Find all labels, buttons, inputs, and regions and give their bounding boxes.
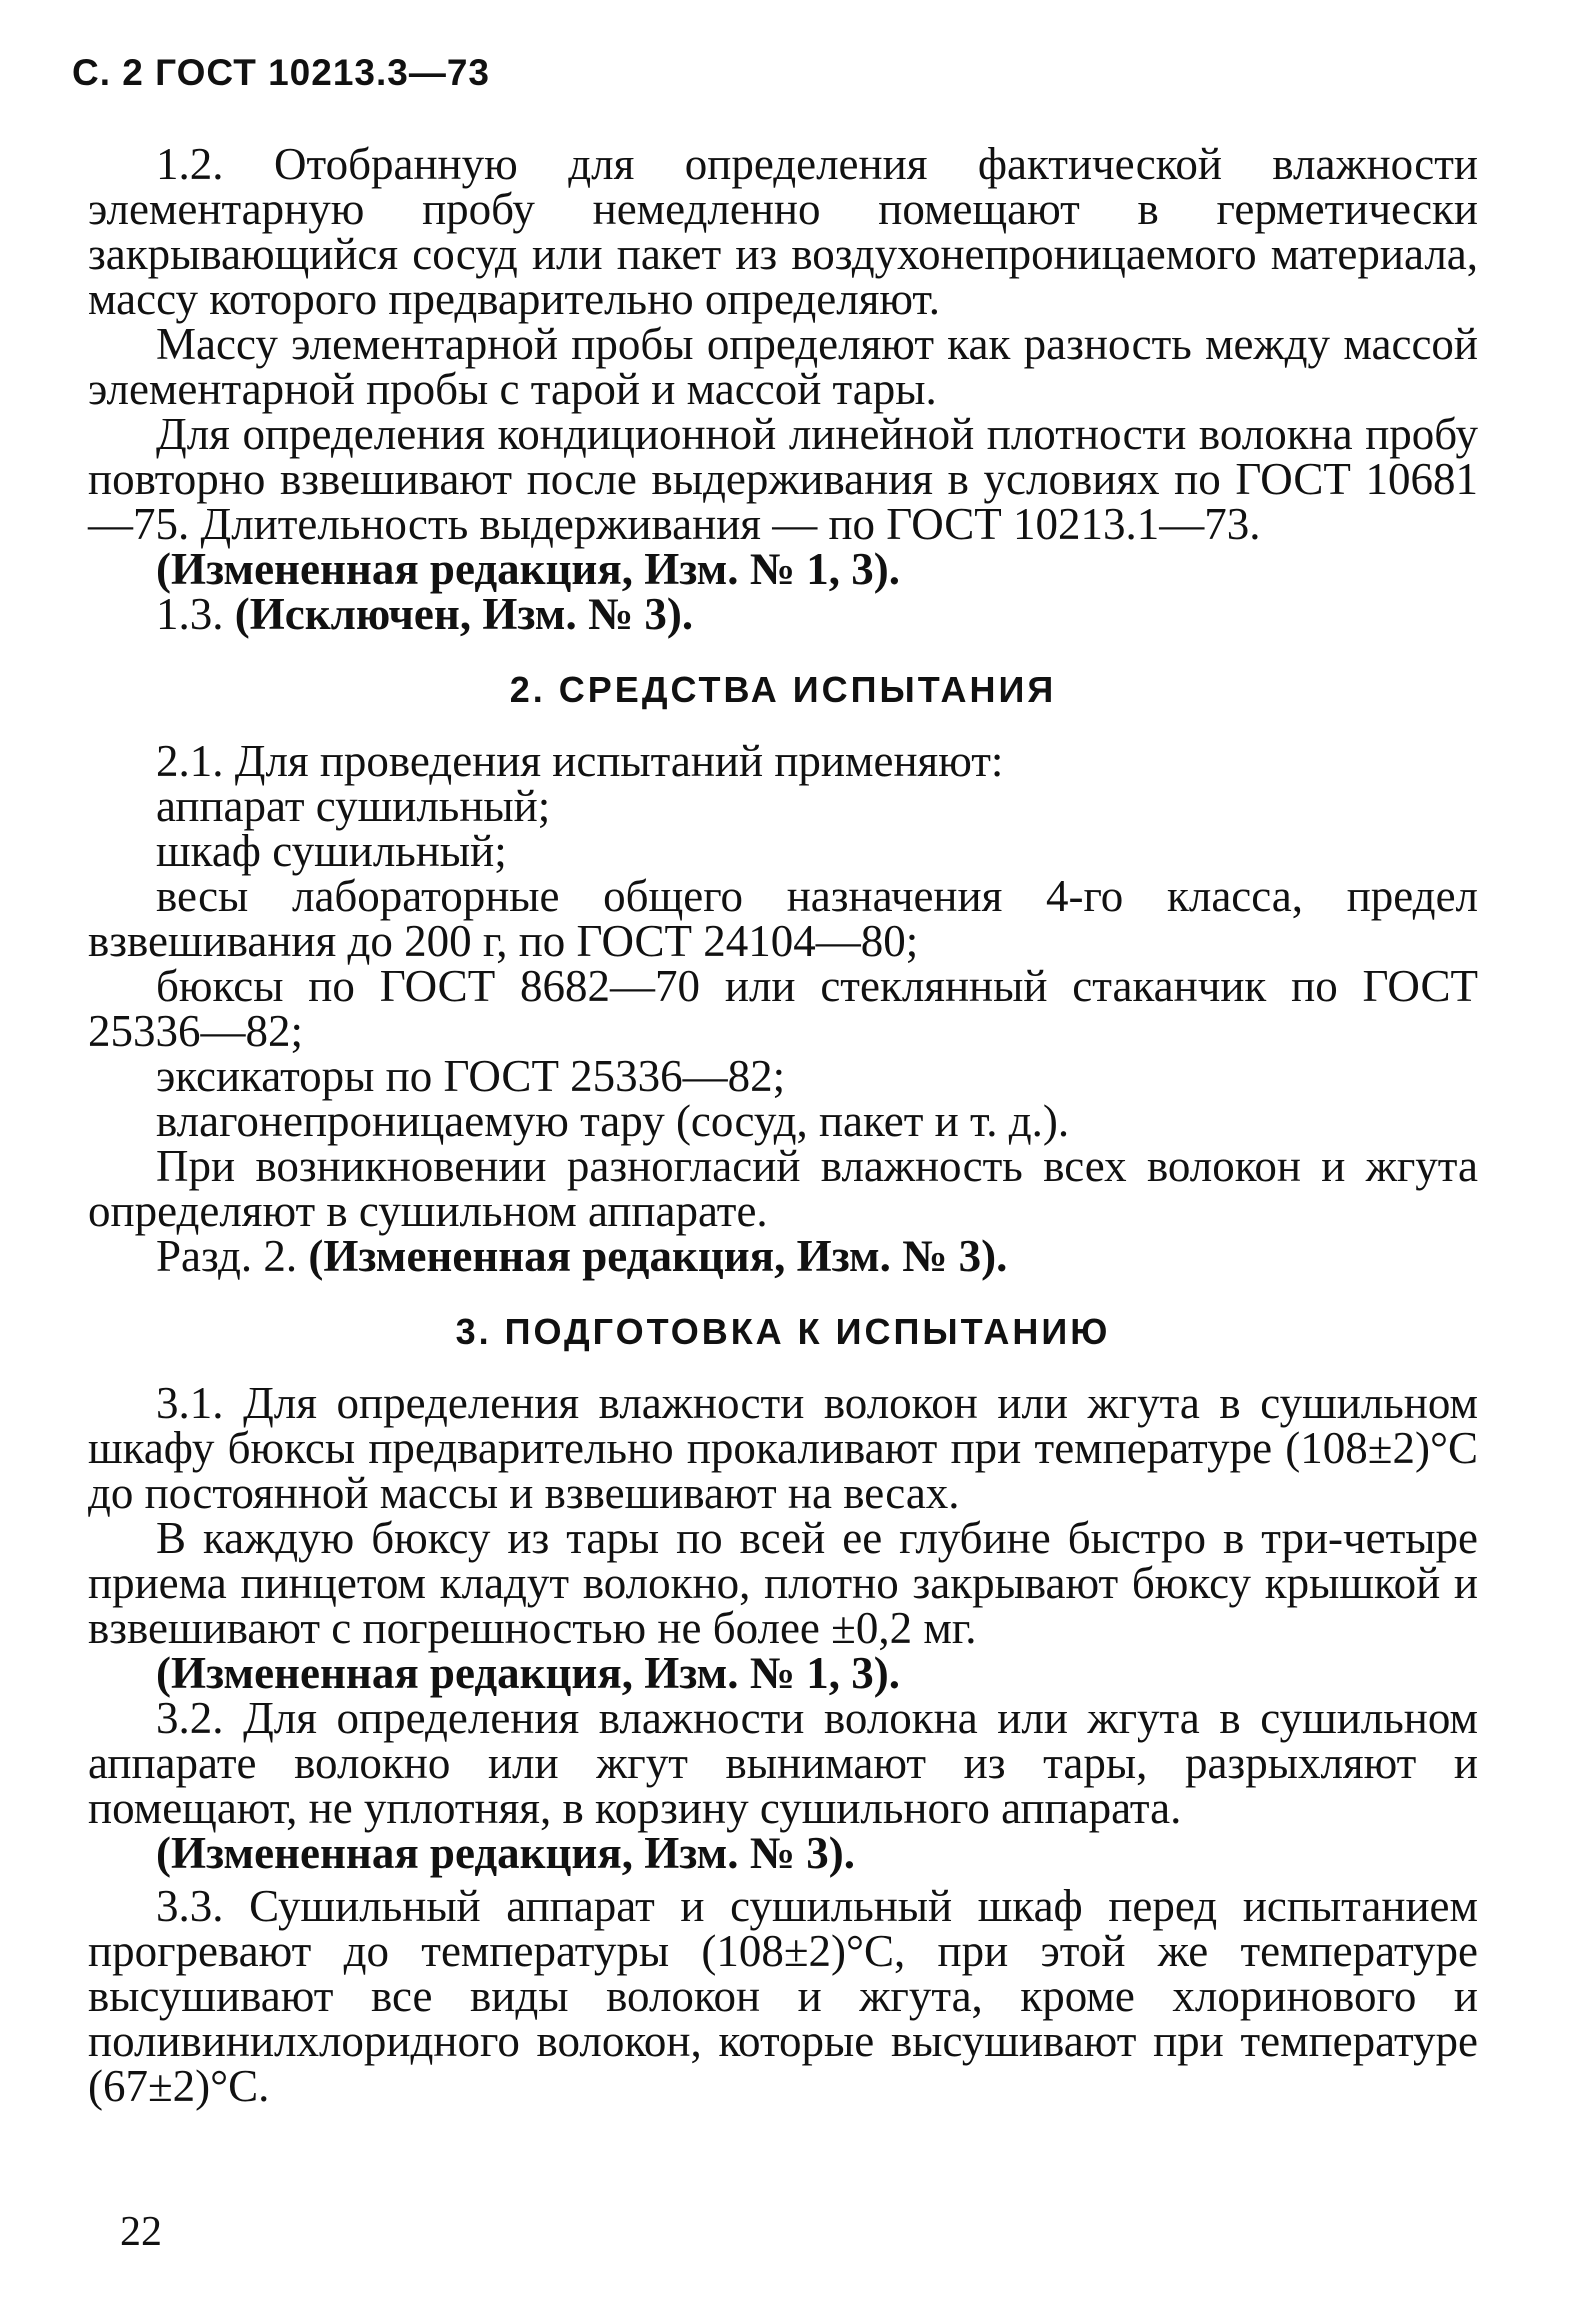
paragraph-1-3-number: 1.3. (156, 589, 224, 639)
list-item: шкаф сушильный; (156, 826, 507, 876)
note-text: (Измененная редакция, Изм. № 3). (308, 1231, 1008, 1281)
list-item: весы лабораторные общего назначения 4-го класса, предел взвешивания до 200 г, по ГОСТ 24104—80; (88, 871, 1478, 966)
paragraph-3-1-weighing: В каждую бюксу из тары по всей ее глубине быстро в три-четыре приема пинцетом кладут волокно, плотно закрывают бюксу крышкой и взвешивают с погрешностью не более ±0,2 мг. (88, 1513, 1478, 1653)
paragraph-1-2-conditioning: Для определения кондиционной линейной плотности волокна пробу повторно взвешивают после выдерживания в условиях по ГОСТ 10681—75. Длительность выдерживания — по ГОСТ 10213.1—73. (88, 409, 1478, 549)
paragraph-3-3: 3.3. Сушильный аппарат и сушильный шкаф перед испытанием прогревают до температуры (108±2)°С, при этой же температуре высушивают все виды волокон и жгута, кроме хлоринового и поливинилхлоридного волокон, которые высушивают при температуре (67±2)°С. (88, 1881, 1478, 2111)
amendment-note-3-1: (Измененная редакция, Изм. № 1, 3). (156, 1648, 901, 1698)
paragraph-1-3-text: (Исключен, Изм. № 3). (234, 589, 694, 639)
paragraph-disagreements: При возникновении разногласий влажность всех волокон и жгута определяют в сушильном аппарате. (88, 1141, 1478, 1236)
document-body (88, 139, 1478, 2111)
amendment-note-section-2 (88, 1231, 1478, 1281)
amendment-note-1-2: (Измененная редакция, Изм. № 1, 3). (156, 544, 901, 594)
page-header: С. 2 ГОСТ 10213.3—73 (72, 52, 490, 93)
list-item: эксикаторы по ГОСТ 25336—82; (156, 1051, 786, 1101)
section-3-title: 3. ПОДГОТОВКА К ИСПЫТАНИЮ (455, 1311, 1111, 1352)
paragraph-1-3 (88, 589, 1478, 639)
page-number: 22 (120, 2209, 162, 2255)
note-prefix: Разд. 2. (156, 1231, 298, 1281)
list-item: аппарат сушильный; (156, 781, 551, 831)
list-item: влагонепроницаемую тару (сосуд, пакет и т. д.). (156, 1096, 1070, 1146)
paragraph-3-1: 3.1. Для определения влажности волокон или жгута в сушильном шкафу бюксы предварительно прокаливают при температуре (108±2)°С до постоянной массы и взвешивают на весах. (88, 1378, 1478, 1518)
amendment-note-3-2: (Измененная редакция, Изм. № 3). (156, 1828, 856, 1878)
paragraph-2-1: 2.1. Для проведения испытаний применяют: (156, 736, 1004, 786)
paragraph-1-2: 1.2. Отобранную для определения фактической влажности элементарную пробу немедленно помещают в герметически закрывающийся сосуд или пакет из воздухонепроницаемого материала, массу которого предварительно определяют. (88, 139, 1478, 324)
section-2-title: 2. СРЕДСТВА ИСПЫТАНИЯ (509, 669, 1057, 710)
paragraph-3-2: 3.2. Для определения влажности волокна или жгута в сушильном аппарате волокно или жгут вынимают из тары, разрыхляют и помещают, не уплотняя, в корзину сушильного аппарата. (88, 1693, 1478, 1833)
paragraph-1-2-mass: Массу элементарной пробы определяют как разность между массой элементарной пробы с тарой и массой тары. (88, 319, 1478, 414)
list-item: бюксы по ГОСТ 8682—70 или стеклянный стаканчик по ГОСТ 25336—82; (88, 961, 1478, 1056)
